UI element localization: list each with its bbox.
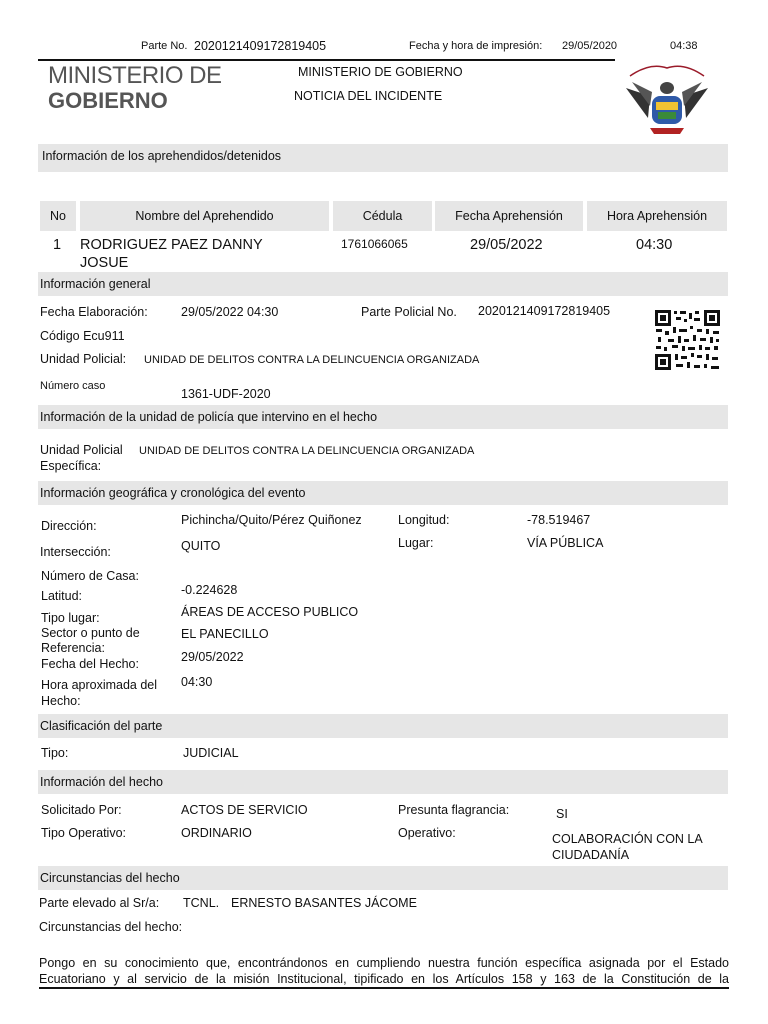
logo-line2: GOBIERNO bbox=[48, 88, 168, 113]
tipo-lugar-label: Tipo lugar: bbox=[41, 611, 100, 625]
tipo-operativo-value: ORDINARIO bbox=[181, 826, 252, 840]
coat-of-arms-seal-icon bbox=[620, 58, 714, 138]
section-hecho bbox=[38, 770, 728, 794]
numero-caso-value: 1361-UDF-2020 bbox=[181, 387, 271, 401]
longitud-label: Longitud: bbox=[398, 513, 450, 527]
section-detenidos-title: Información de los aprehendidos/detenidos bbox=[42, 149, 282, 163]
section-general-title: Información general bbox=[40, 277, 151, 291]
operativo-label: Operativo: bbox=[398, 826, 456, 840]
qr-code-icon bbox=[654, 309, 721, 371]
flagrancia-value: SI bbox=[556, 807, 568, 821]
solicitado-value: ACTOS DE SERVICIO bbox=[181, 803, 308, 817]
fecha-hecho-value: 29/05/2022 bbox=[181, 650, 244, 664]
section-detenidos bbox=[38, 144, 728, 172]
parte-elevado-rank: TCNL. bbox=[183, 896, 220, 910]
hora-hecho-label-1: Hora aproximada del bbox=[41, 678, 158, 692]
ministry-logo bbox=[48, 62, 222, 114]
solicitado-label: Solicitado Por: bbox=[41, 803, 122, 817]
latitud-value: -0.224628 bbox=[181, 583, 238, 597]
operativo-value-1: COLABORACIÓN CON LA bbox=[552, 832, 703, 846]
doc-title: NOTICIA DEL INCIDENTE bbox=[294, 89, 443, 103]
tipo-value: JUDICIAL bbox=[183, 746, 239, 760]
parte-policial-label: Parte Policial No. bbox=[361, 305, 457, 319]
row-nombre-2: JOSUE bbox=[80, 255, 129, 271]
print-label: Fecha y hora de impresión: bbox=[409, 40, 543, 52]
row-no: 1 bbox=[53, 237, 62, 253]
unidad-especifica-label-2: Específica: bbox=[40, 459, 102, 473]
circunstancias-paragraph-line2: Ecuatoriano y al servicio de la misión Institucional, tipificado en los Artículos 158 y 163 de la Constitución de la bbox=[39, 972, 729, 986]
sector-label-2: Referencia: bbox=[41, 641, 105, 655]
parte-label: Parte No. bbox=[141, 40, 188, 52]
direccion-value: Pichincha/Quito/Pérez Quiñonez bbox=[181, 513, 362, 527]
fecha-elaboracion-value: 29/05/2022 04:30 bbox=[181, 305, 279, 319]
operativo-value-2: CIUDADANÍA bbox=[552, 848, 630, 862]
direccion-label: Dirección: bbox=[41, 519, 97, 533]
org-title: MINISTERIO DE GOBIERNO bbox=[298, 65, 463, 79]
parte-policial-value: 2020121409172819405 bbox=[478, 304, 611, 318]
section-general bbox=[38, 272, 728, 296]
row-cedula: 1761066065 bbox=[341, 237, 408, 251]
header-rule bbox=[38, 59, 615, 61]
section-hecho-title: Información del hecho bbox=[40, 775, 163, 789]
logo-line1: MINISTERIO DE bbox=[48, 62, 222, 89]
th-cedula: Cédula bbox=[333, 201, 432, 231]
lugar-label: Lugar: bbox=[398, 536, 434, 550]
section-unidad bbox=[38, 405, 728, 429]
section-geo bbox=[38, 481, 728, 505]
fecha-elaboracion-label: Fecha Elaboración: bbox=[40, 305, 148, 319]
print-time: 04:38 bbox=[670, 40, 698, 52]
latitud-label: Latitud: bbox=[41, 589, 83, 603]
numero-caso-label: Número caso bbox=[40, 380, 106, 392]
section-clasificacion-title: Clasificación del parte bbox=[40, 719, 163, 733]
th-nombre: Nombre del Aprehendido bbox=[80, 201, 329, 231]
row-hora: 04:30 bbox=[636, 237, 673, 253]
sector-value: EL PANECILLO bbox=[181, 627, 269, 641]
flagrancia-label: Presunta flagrancia: bbox=[398, 803, 510, 817]
tipo-lugar-value: ÁREAS DE ACCESO PUBLICO bbox=[181, 605, 359, 619]
unidad-especifica-label-1: Unidad Policial bbox=[40, 443, 123, 457]
hora-hecho-label-2: Hecho: bbox=[41, 694, 81, 708]
row-fecha: 29/05/2022 bbox=[470, 237, 543, 253]
parte-elevado-label: Parte elevado al Sr/a: bbox=[39, 896, 160, 910]
print-date: 29/05/2020 bbox=[562, 40, 618, 52]
fecha-hecho-label: Fecha del Hecho: bbox=[41, 657, 139, 671]
lugar-value: VÍA PÚBLICA bbox=[527, 536, 604, 550]
th-hora: Hora Aprehensión bbox=[587, 201, 727, 231]
parte-number: 2020121409172819405 bbox=[194, 39, 327, 53]
footer-rule bbox=[39, 987, 729, 989]
row-nombre-1: RODRIGUEZ PAEZ DANNY bbox=[80, 237, 263, 253]
th-no: No bbox=[40, 201, 76, 231]
hora-hecho-value: 04:30 bbox=[181, 675, 213, 689]
th-fecha: Fecha Aprehensión bbox=[435, 201, 583, 231]
section-geo-title: Información geográfica y cronológica del evento bbox=[40, 486, 306, 500]
unidad-policial-value: UNIDAD DE DELITOS CONTRA LA DELINCUENCIA ORGANIZADA bbox=[144, 354, 480, 366]
codigo-ecu911-label: Código Ecu911 bbox=[40, 329, 125, 343]
interseccion-value: QUITO bbox=[181, 539, 221, 553]
sector-label-1: Sector o punto de bbox=[41, 626, 140, 640]
numero-casa-label: Número de Casa: bbox=[41, 569, 139, 583]
section-unidad-title: Información de la unidad de policía que intervino en el hecho bbox=[40, 410, 378, 424]
section-clasificacion bbox=[38, 714, 728, 738]
section-circunstancias-title: Circunstancias del hecho bbox=[40, 871, 180, 885]
longitud-value: -78.519467 bbox=[527, 513, 591, 527]
unidad-policial-label: Unidad Policial: bbox=[40, 352, 127, 366]
circunstancias-paragraph-line1: Pongo en su conocimiento que, encontrándonos en cumpliendo nuestra función específica asignada por el Estado bbox=[39, 956, 729, 970]
tipo-operativo-label: Tipo Operativo: bbox=[41, 826, 126, 840]
tipo-label: Tipo: bbox=[41, 746, 69, 760]
section-circunstancias bbox=[38, 866, 728, 890]
interseccion-label: Intersección: bbox=[40, 545, 111, 559]
parte-elevado-name: ERNESTO BASANTES JÁCOME bbox=[231, 896, 417, 910]
unidad-especifica-value: UNIDAD DE DELITOS CONTRA LA DELINCUENCIA ORGANIZADA bbox=[139, 445, 475, 457]
circunstancias-label: Circunstancias del hecho: bbox=[39, 920, 183, 934]
